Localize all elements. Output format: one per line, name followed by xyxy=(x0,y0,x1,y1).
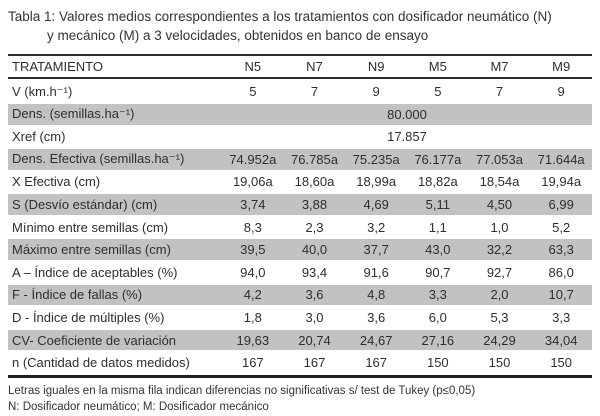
cell-value: 74.952a xyxy=(229,151,277,167)
cell-value: 18,54a xyxy=(479,174,520,190)
row-label: S (Desvío estándar) (cm) xyxy=(12,197,158,213)
cell-value: 18,60a xyxy=(294,174,335,190)
cell-value: 19,63 xyxy=(236,332,270,348)
cell-value: 27,16 xyxy=(421,332,455,348)
table-header-row xyxy=(8,56,592,79)
cell-value: 34,04 xyxy=(544,332,578,348)
table-row xyxy=(8,127,592,148)
table-row xyxy=(8,352,592,373)
cell-value: 4,69 xyxy=(363,197,389,213)
cell-value: 90,7 xyxy=(425,264,451,280)
cell-value: 24,67 xyxy=(359,332,393,348)
row-label: n (Cantidad de datos medidos) xyxy=(12,355,190,371)
cell-value: 1,8 xyxy=(243,310,262,326)
row-label: F - Índice de fallas (%) xyxy=(12,287,143,303)
cell-value: 6,0 xyxy=(428,310,447,326)
cell-value: 77.053a xyxy=(475,151,523,167)
cell-value: 10,7 xyxy=(548,287,574,303)
cell-value: 19,94a xyxy=(541,174,582,190)
cell-value: 91,6 xyxy=(363,264,389,280)
cell-value: 18,82a xyxy=(417,174,458,190)
row-label: Xref (cm) xyxy=(12,129,66,145)
cell-value: 4,50 xyxy=(486,197,513,213)
cell-value: 63,3 xyxy=(548,242,574,258)
row-label: A – Índice de aceptables (%) xyxy=(12,264,178,280)
row-label: Dens. (semillas.ha⁻¹) xyxy=(12,106,135,122)
cell-value: 3,3 xyxy=(428,287,447,303)
cell-value: 3,88 xyxy=(301,197,328,213)
row-label: Máximo entre semillas (cm) xyxy=(12,242,171,258)
cell-value: 8,3 xyxy=(243,219,262,235)
cell-value: 5 xyxy=(434,84,442,100)
cell-value: 167 xyxy=(365,355,388,371)
cell-value: 5 xyxy=(249,84,257,100)
cell-value: 71.644a xyxy=(537,151,585,167)
header-treatment-M5: M5 xyxy=(428,59,447,75)
cell-value: 2,0 xyxy=(490,287,509,303)
cell-value: 9 xyxy=(372,84,380,100)
cell-value: 9 xyxy=(557,84,565,100)
cell-value: 6,99 xyxy=(548,197,574,213)
cell-value: 150 xyxy=(488,355,511,371)
table-row xyxy=(8,239,592,260)
cell-value: 3,74 xyxy=(240,197,266,213)
row-label: Mínimo entre semillas (cm) xyxy=(12,219,169,235)
table-row xyxy=(8,307,592,328)
cell-value: 37,7 xyxy=(363,242,389,258)
cell-value: 3,2 xyxy=(367,219,386,235)
table-row xyxy=(8,149,592,170)
cell-value: 5,2 xyxy=(552,219,571,235)
header-treatment-M9: M9 xyxy=(552,59,571,75)
table-row xyxy=(8,81,592,102)
cell-value: 39,5 xyxy=(240,242,266,258)
cell-value: 1,1 xyxy=(428,219,447,235)
cell-value: 86,0 xyxy=(548,264,574,280)
row-span-value: 80.000 xyxy=(387,106,427,122)
cell-value: 20,74 xyxy=(298,332,331,348)
cell-value: 7 xyxy=(495,84,504,100)
cell-value: 75.235a xyxy=(352,151,400,167)
table-row xyxy=(8,217,592,238)
row-label: D - Índice de múltiples (%) xyxy=(12,310,165,326)
table-caption-line2: y mecánico (M) a 3 velocidades, obtenidos en banco de ensayo xyxy=(47,28,429,44)
table-body xyxy=(8,81,592,373)
cell-value: 150 xyxy=(426,355,449,371)
table-row xyxy=(8,194,592,215)
cell-value: 2,3 xyxy=(305,219,324,235)
cell-value: 24,29 xyxy=(483,332,516,348)
cell-value: 92,7 xyxy=(486,264,513,280)
row-label: CV- Coeficiente de variación xyxy=(12,332,177,348)
table-row xyxy=(8,172,592,193)
cell-value: 4,8 xyxy=(367,287,386,303)
footnote-legend: N: Dosificador neumático; M: Dosificador mecánico xyxy=(8,401,269,414)
cell-value: 76.785a xyxy=(290,151,338,167)
table-row xyxy=(8,330,592,351)
row-label: V (km.h⁻¹) xyxy=(12,83,73,99)
table-footnotes xyxy=(8,383,592,415)
header-treatment-M7: M7 xyxy=(490,59,509,75)
row-label: Dens. Efectiva (semillas.ha⁻¹) xyxy=(12,151,185,167)
table-caption xyxy=(8,7,592,45)
cell-value: 5,3 xyxy=(490,310,509,326)
cell-value: 167 xyxy=(303,355,326,371)
cell-value: 32,2 xyxy=(486,242,513,258)
cell-value: 40,0 xyxy=(301,242,328,258)
row-label: X Efectiva (cm) xyxy=(12,174,101,190)
cell-value: 18,99a xyxy=(356,174,397,190)
cell-value: 3,0 xyxy=(305,310,324,326)
cell-value: 3,3 xyxy=(552,310,571,326)
cell-value: 3,6 xyxy=(305,287,324,303)
table-row xyxy=(8,262,592,283)
footnote-tukey: Letras iguales en la misma fila indican diferencias no significativas s/ test de Tukey (p≤0,05) xyxy=(8,385,476,398)
cell-value: 93,4 xyxy=(301,264,328,280)
cell-value: 76.177a xyxy=(414,151,462,167)
table-row xyxy=(8,104,592,125)
cell-value: 167 xyxy=(241,355,264,371)
cell-value: 19,06a xyxy=(232,174,273,190)
cell-value: 4,2 xyxy=(243,287,262,303)
cell-value: 150 xyxy=(550,355,573,371)
cell-value: 43,0 xyxy=(425,242,451,258)
cell-value: 5,11 xyxy=(425,197,450,213)
cell-value: 94,0 xyxy=(240,264,266,280)
cell-value: 3,6 xyxy=(367,310,386,326)
header-treatment-N9: N9 xyxy=(367,59,385,75)
cell-value: 1,0 xyxy=(490,219,509,235)
header-tratamiento: TRATAMIENTO xyxy=(12,59,103,75)
header-treatment-N7: N7 xyxy=(306,59,323,75)
row-span-value: 17.857 xyxy=(387,129,427,145)
header-treatment-N5: N5 xyxy=(244,59,262,75)
table-caption-line1: Tabla 1: Valores medios correspondientes a los tratamientos con dosificador neumático (N) xyxy=(8,9,552,24)
data-table xyxy=(8,54,592,378)
table-row xyxy=(8,285,592,306)
cell-value: 7 xyxy=(310,84,319,100)
